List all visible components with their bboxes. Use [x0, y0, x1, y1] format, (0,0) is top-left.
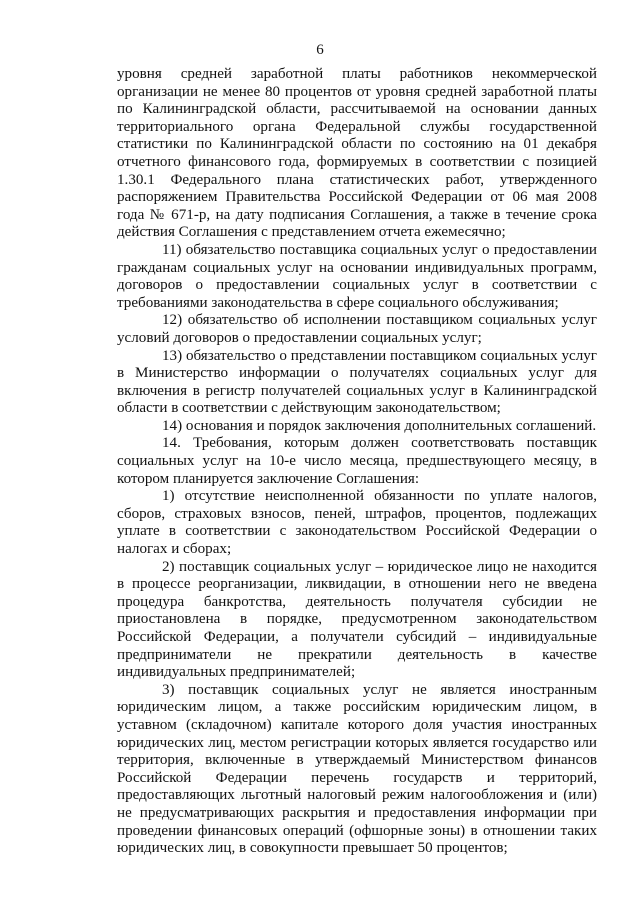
paragraph-requirement-3: 3) поставщик социальных услуг не является иностранным юридическим лицом, а также российским юридическим лицом, в уставном (складочном) капитале которого доля участия иностранных юридических лиц, местом регистрации которых является государство или территория, включенные в утверждаемый Министерством финансов Российской Федерации перечень государств и территорий, предоставляющих льготный налоговый режим налогообложения и (или) не предусматривающих раскрытия и предоставления информации при проведении финансовых операций (офшорные зоны) в отношении таких юридических лиц, в совокупности превышает 50 процентов; — [117, 681, 597, 857]
paragraph-continuation: уровня средней заработной платы работников некоммерческой организации не менее 80 процентов от уровня средней заработной платы по Калининградской области, рассчитываемой на основании данных территориального органа Федеральной службы государственной статистики по Калининградской области по состоянию на 01 декабря отчетного финансового года, формируемых в соответствии с позицией 1.30.1 Федерального плана статистических работ, утвержденного распоряжением Правительства Российской Федерации от 06 мая 2008 года № 671-р, на дату подписания Соглашения, а также в течение срока действия Соглашения с представлением отчета ежемесячно; — [117, 66, 597, 241]
paragraph-item-13: 13) обязательство о представлении поставщиком социальных услуг в Министерство информации о получателях социальных услуг для включения в регистр получателей социальных услуг в Калининградской области в соответствии с действующим законодательством; — [117, 347, 597, 417]
document-body — [117, 66, 597, 858]
page-number: 6 — [316, 42, 324, 58]
paragraph-item-14: 14) основания и порядок заключения дополнительных соглашений. — [162, 417, 597, 434]
paragraph-section-14: 14. Требования, которым должен соответствовать поставщик социальных услуг на 10-е число месяца, предшествующего месяцу, в котором планируется заключение Соглашения: — [117, 435, 597, 487]
paragraph-requirement-2: 2) поставщик социальных услуг – юридическое лицо не находится в процессе реорганизации, ликвидации, в отношении него не введена процедура банкротства, деятельность получателя субсидии не приостановлена в порядке, предусмотренном законодательством Российской Федерации, а получатели субсидий – индивидуальные предприниматели не прекратили деятельность в качестве индивидуальных предпринимателей; — [117, 558, 597, 681]
paragraph-item-11: 11) обязательство поставщика социальных услуг о предоставлении гражданам социальных услуг на основании индивидуальных программ, договоров о предоставлении социальных услуг в соответствии с требованиями законодательства в сфере социального обслуживания; — [117, 241, 597, 311]
paragraph-item-12: 12) обязательство об исполнении поставщиком социальных услуг условий договоров о предоставлении социальных услуг; — [117, 312, 597, 346]
paragraph-requirement-1: 1) отсутствие неисполненной обязанности по уплате налогов, сборов, страховых взносов, пеней, штрафов, процентов, подлежащих уплате в соответствии с законодательством Российской Федерации о налогах и сборах; — [117, 488, 597, 558]
